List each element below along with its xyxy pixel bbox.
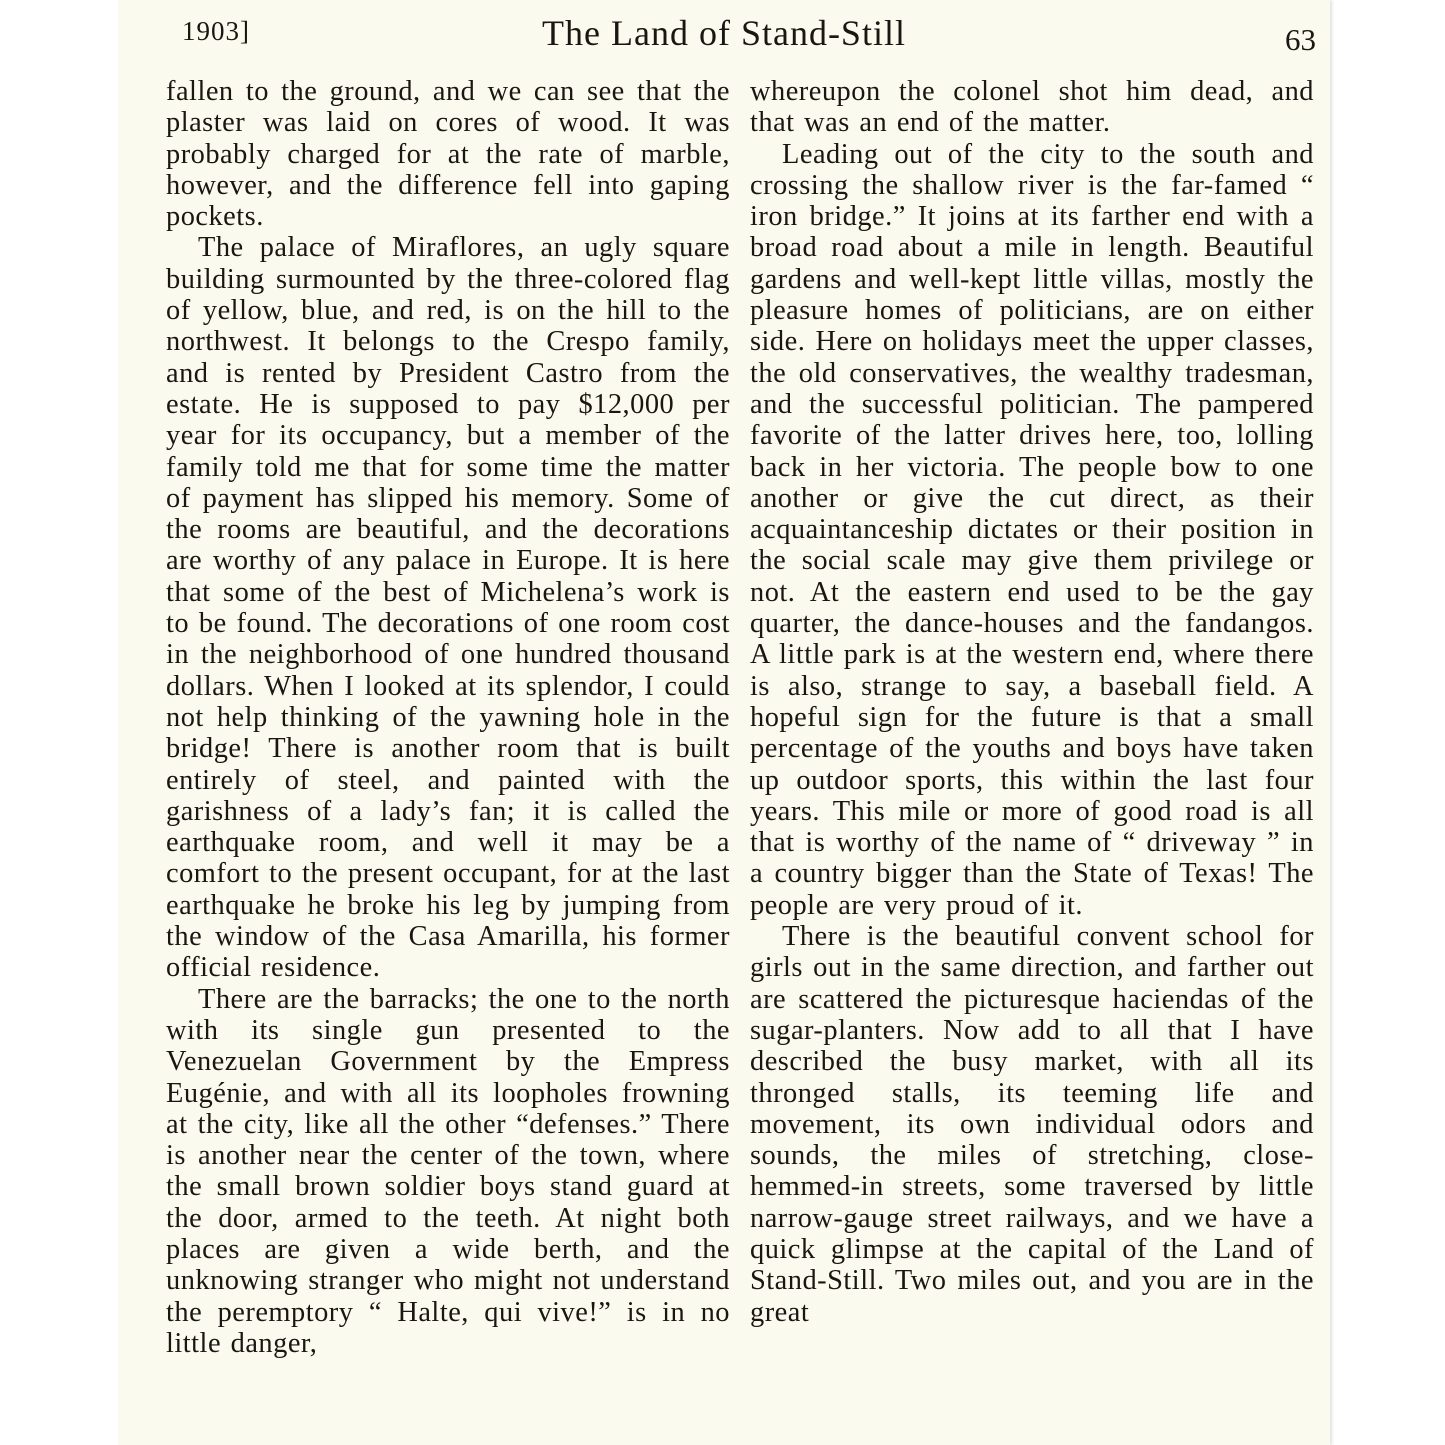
left-paragraph-2: The palace of Miraflores, an ugly square building surmounted by the three-colored flag of yellow, blue, and red, is on the hill to the northwest. It belongs to the Crespo family, and is rented by President Castro from the estate. He is supposed to pay $12,000 per year for its occupancy, but a member of the family told me that for some time the matter of payment has slipped his memory. Some of the rooms are beautiful, and the decorations are worthy of any palace in Europe. It is here that some of the best of Michelena’s work is to be found. The decorations of one room cost in the neighborhood of one hundred thousand dollars. When I looked at its splendor, I could not help thinking of the yawning hole in the bridge! There is another room that is built entirely of steel, and painted with the garishness of a lady’s fan; it is called the earthquake room, and well it may be a comfort to the present occupant, for at the last earthquake he broke his leg by jumping from the window of the Casa Amarilla, his former official residence.: [166, 232, 730, 984]
book-page: [118, 0, 1330, 1445]
left-paragraph-3: There are the barracks; the one to the north with its single gun presented to the Venezuelan Government by the Empress Eugénie, and with all its loopholes frowning at the city, like all the other “defenses.” There is another near the center of the town, where the small brown soldier boys stand guard at the door, armed to the teeth. At night both places are given a wide berth, and the unknowing stranger who might not understand the peremptory “ Halte, qui vive!” is in no little danger,: [166, 983, 730, 1359]
page-bottom-edge: [118, 1418, 1330, 1445]
right-column: [750, 76, 1314, 1328]
page-number: 63: [1285, 22, 1316, 57]
header-year: 1903]: [182, 16, 250, 46]
right-paragraph-3: There is the beautiful convent school for girls out in the same direction, and farther out are scattered the picturesque haciendas of the sugar-planters. Now add to all that I have described the busy market, with all its thronged stalls, its teeming life and movement, its own individual odors and sounds, the miles of stretching, close-hemmed-in streets, some traversed by little narrow-gauge street railways, and we have a quick glimpse at the capital of the Land of Stand-Still. Two miles out, and you are in the great: [750, 921, 1314, 1328]
running-head: [118, 10, 1330, 60]
left-paragraph-1: fallen to the ground, and we can see that the plaster was laid on cores of wood. It was probably charged for at the rate of marble, however, and the difference fell into gaping pockets.: [166, 76, 730, 233]
page-title: The Land of Stand-Still: [542, 13, 906, 53]
left-column: [166, 76, 730, 1359]
right-paragraph-2: Leading out of the city to the south and crossing the shallow river is the far-famed “ iron bridge.” It joins at its farther end with a broad road about a mile in length. Beautiful gardens and well-kept little villas, mostly the pleasure homes of politicians, are on either side. Here on holidays meet the upper classes, the old conservatives, the wealthy tradesman, and the successful politician. The pampered favorite of the latter drives here, too, lolling back in her victoria. The people bow to one another or give the cut direct, as their acquaintanceship dictates or their position in the social scale may give them privilege or not. At the eastern end used to be the gay quarter, the dance-houses and the fandangos. A little park is at the western end, where there is also, strange to say, a baseball field. A hopeful sign for the future is that a small percentage of the youths and boys have taken up outdoor sports, this within the last four years. This mile or more of good road is all that is worthy of the name of “ driveway ” in a country bigger than the State of Texas! The people are very proud of it.: [750, 138, 1314, 921]
right-paragraph-1: whereupon the colonel shot him dead, and that was an end of the matter.: [750, 76, 1314, 139]
